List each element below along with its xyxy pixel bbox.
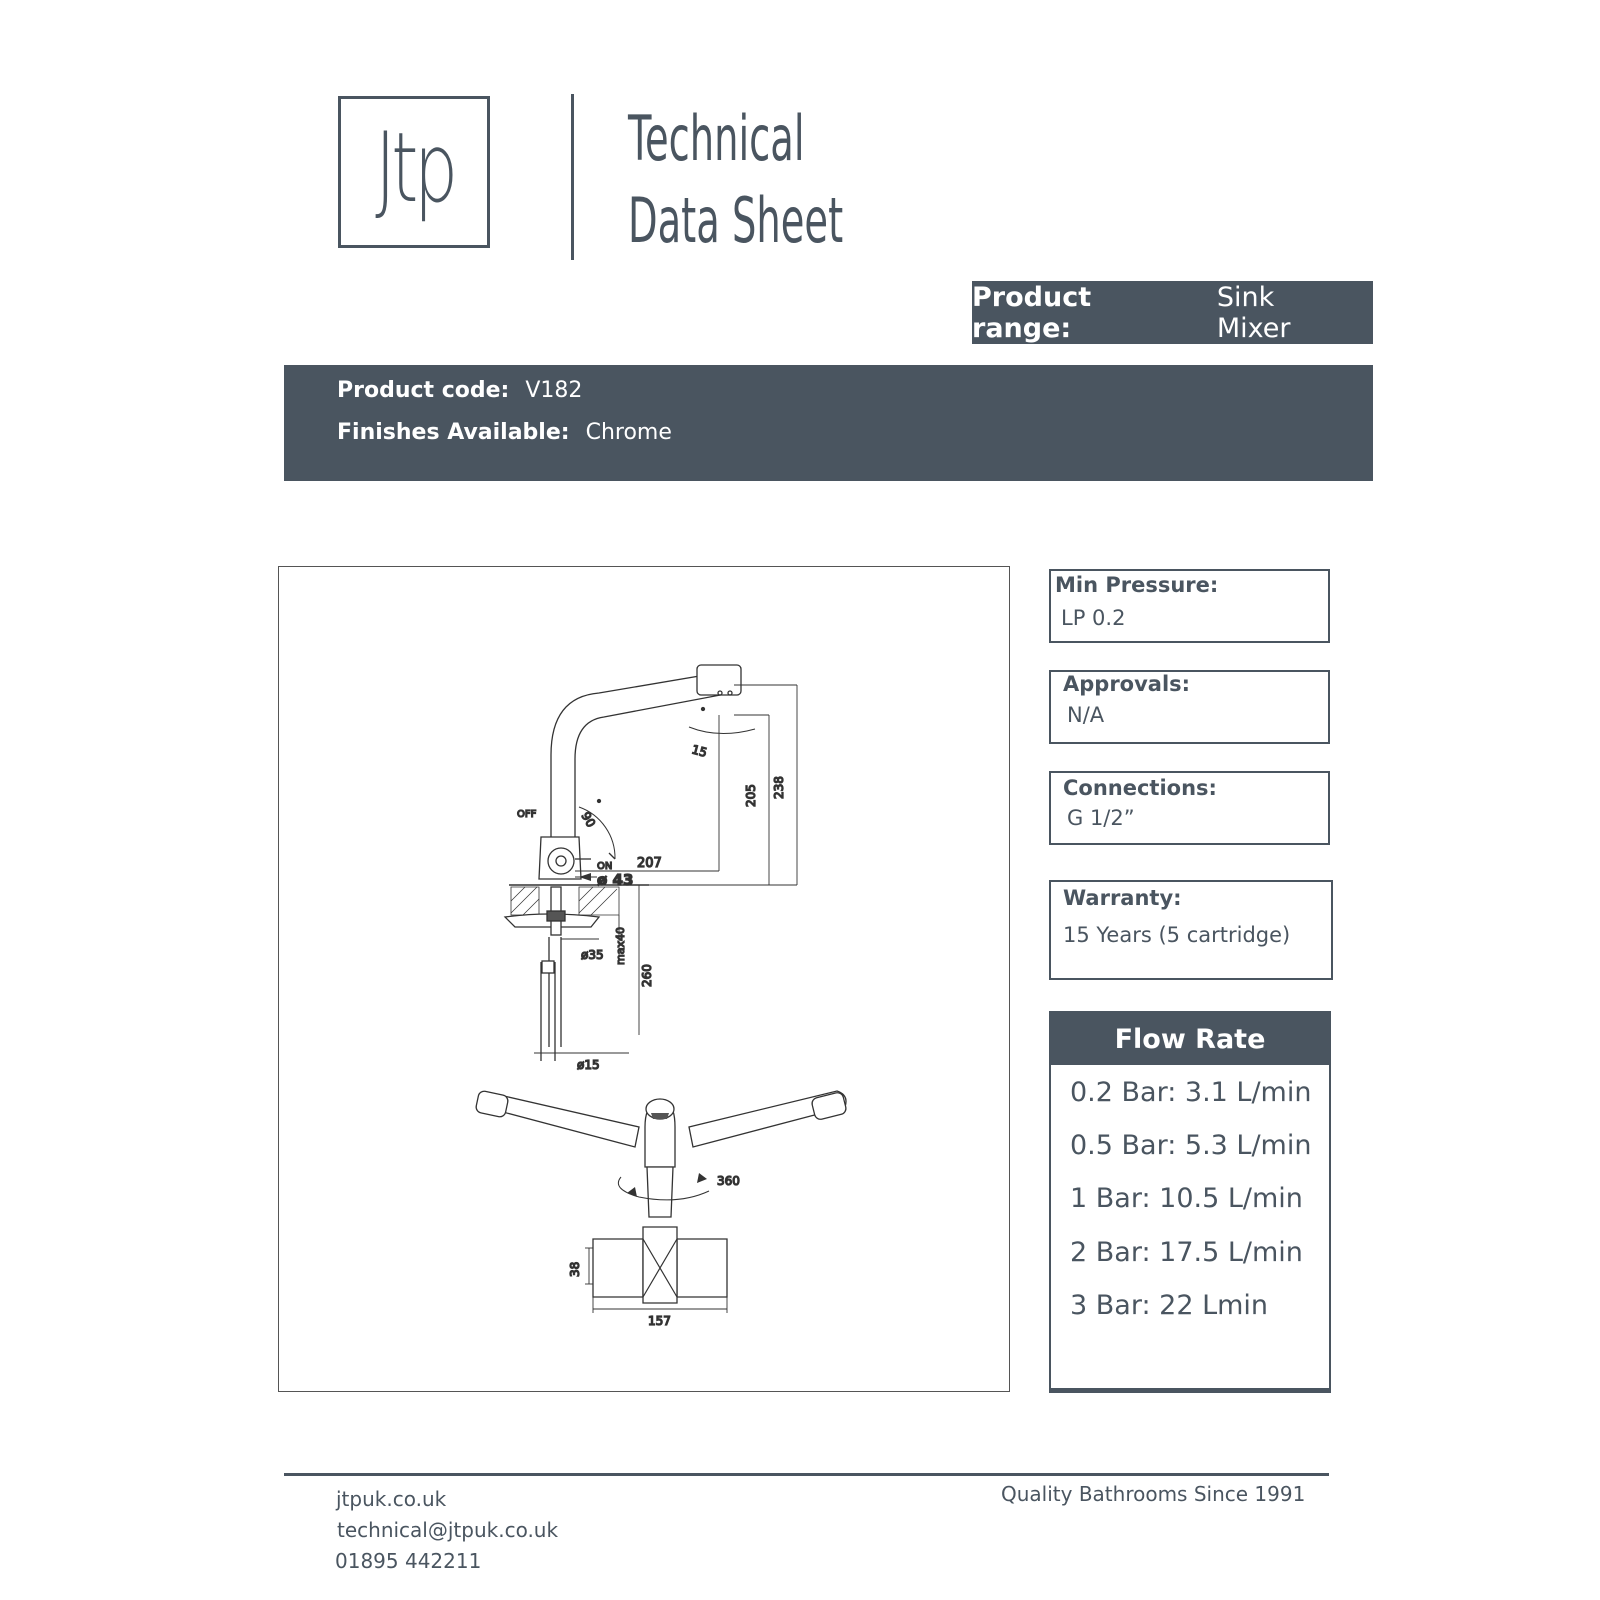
header-divider bbox=[571, 94, 574, 260]
product-range-bar bbox=[972, 281, 1373, 344]
min-pressure-box bbox=[1049, 569, 1330, 643]
finishes-label: Finishes Available: bbox=[337, 420, 570, 445]
footer-email-link[interactable]: technical@jtpuk.co.uk bbox=[337, 1518, 559, 1542]
dim-238: 238 bbox=[772, 776, 786, 799]
approvals-box bbox=[1049, 670, 1330, 744]
jtp-logo bbox=[338, 96, 490, 248]
warranty-label: Warranty: bbox=[1063, 886, 1182, 910]
min-pressure-label: Min Pressure: bbox=[1055, 573, 1219, 597]
label-on: ON bbox=[597, 861, 613, 872]
dim-35-dia: ø35 bbox=[581, 948, 604, 962]
label-off: OFF bbox=[517, 809, 537, 820]
footer-tagline: Quality Bathrooms Since 1991 bbox=[1001, 1482, 1306, 1506]
title-line-1: Technical bbox=[628, 102, 805, 175]
flow-rate-row: 1 Bar: 10.5 L/min bbox=[1070, 1183, 1303, 1214]
flow-rate-box bbox=[1049, 1011, 1331, 1393]
dim-43-dia: ø 43 bbox=[597, 871, 634, 889]
dim-15-angle: 15 bbox=[690, 742, 709, 760]
product-code-row bbox=[337, 378, 582, 403]
title-line-2: Data Sheet bbox=[628, 184, 844, 257]
flow-rate-title: Flow Rate bbox=[1051, 1013, 1329, 1065]
product-range-label: Product range: bbox=[972, 281, 1092, 344]
product-info-bar bbox=[284, 365, 1373, 481]
warranty-box bbox=[1049, 880, 1333, 980]
flow-rate-row: 0.5 Bar: 5.3 L/min bbox=[1070, 1130, 1312, 1161]
flow-rate-row: 0.2 Bar: 3.1 L/min bbox=[1070, 1077, 1312, 1108]
footer-divider bbox=[284, 1473, 1329, 1476]
flow-rate-row: 3 Bar: 22 Lmin bbox=[1070, 1290, 1269, 1321]
approvals-label: Approvals: bbox=[1063, 672, 1191, 696]
dim-max40: max40 bbox=[614, 927, 627, 965]
dim-207: 207 bbox=[637, 856, 662, 871]
warranty-value: 15 Years (5 cartridge) bbox=[1063, 923, 1291, 947]
dim-205: 205 bbox=[744, 784, 758, 807]
connections-box bbox=[1049, 771, 1330, 845]
product-code-value: V182 bbox=[525, 378, 583, 403]
product-range-value: Sink Mixer bbox=[1216, 281, 1291, 344]
technical-drawing-frame bbox=[278, 566, 1010, 1392]
finishes-row bbox=[337, 420, 672, 445]
dim-360-rotation: 360 bbox=[717, 1174, 740, 1188]
dim-38: 38 bbox=[568, 1261, 582, 1277]
dim-90-angle: 90 bbox=[578, 809, 599, 830]
min-pressure-value: LP 0.2 bbox=[1061, 606, 1126, 630]
tap-drawing bbox=[279, 567, 1009, 1391]
footer-website-link[interactable]: jtpuk.co.uk bbox=[336, 1487, 447, 1511]
connections-value: G 1/2” bbox=[1067, 806, 1135, 830]
logo-text: Jtp bbox=[374, 112, 454, 224]
dim-157: 157 bbox=[648, 1314, 671, 1328]
dim-260: 260 bbox=[640, 964, 654, 987]
product-code-label: Product code: bbox=[337, 378, 510, 403]
connections-label: Connections: bbox=[1063, 776, 1217, 800]
finishes-value: Chrome bbox=[585, 420, 672, 445]
dim-15-dia: ø15 bbox=[577, 1058, 600, 1072]
approvals-value: N/A bbox=[1067, 703, 1105, 727]
flow-rate-row: 2 Bar: 17.5 L/min bbox=[1070, 1237, 1303, 1268]
footer-phone: 01895 442211 bbox=[335, 1549, 482, 1573]
